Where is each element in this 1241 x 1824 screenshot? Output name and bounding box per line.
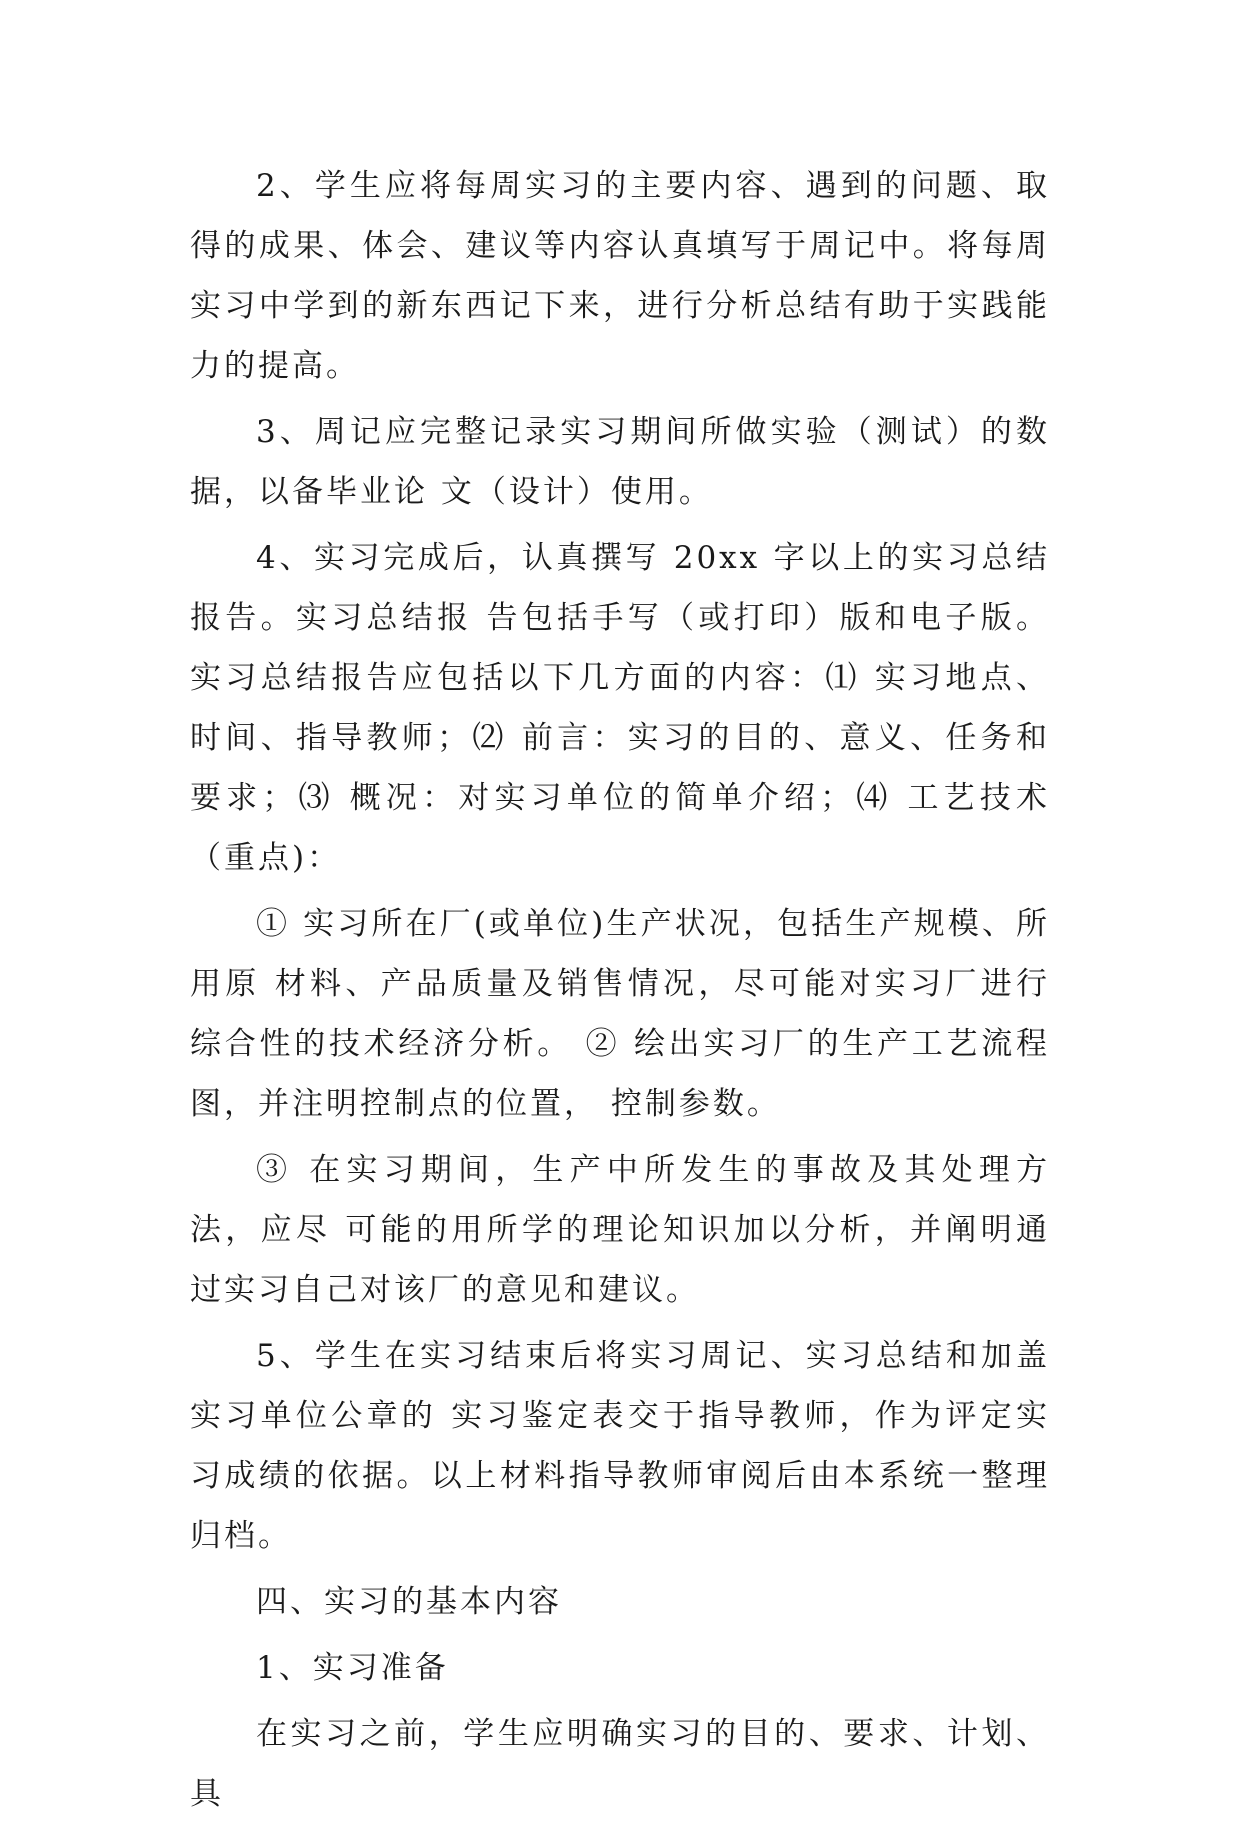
paragraph-preparation-intro: 在实习之前，学生应明确实习的目的、要求、计划、具 [190, 1716, 1050, 1812]
paragraph-weekly-journal-content: 2、学生应将每周实习的主要内容、遇到的问题、取得的成果、体会、建议等内容认真填写于周记中。将每周实习中学到的新东西记下来，进行分析总结有助于实践能力的提高。 [190, 168, 1050, 384]
paragraph-accidents-analysis: ③ 在实习期间，生产中所发生的事故及其处理方法，应尽 可能的用所学的理论知识加以分析，并阐明通过实习自己对该厂的意见和建议。 [190, 1152, 1050, 1308]
document-body [190, 156, 1050, 1824]
section-heading-basic-content: 四、实习的基本内容 [256, 1584, 562, 1620]
paragraph-journal-test-data: 3、周记应完整记录实习期间所做实验（测试）的数据，以备毕业论 文（设计）使用。 [190, 414, 1050, 510]
paragraph-summary-report: 4、实习完成后，认真撰写 20xx 字以上的实习总结报告。实习总结报 告包括手写（或打印）版和电子版。实习总结报告应包括以下几方面的内容：⑴ 实习地点、时间、指导教师；⑵ 前言：实习的目的、意义、任务和要求；⑶ 概况：对实习单位的简单介绍；⑷ 工艺技术（重点)： [190, 540, 1050, 876]
paragraph-submission-archive: 5、学生在实习结束后将实习周记、实习总结和加盖实习单位公章的 实习鉴定表交于指导教师，作为评定实习成绩的依据。以上材料指导教师审阅后由本系统一整理归档。 [190, 1338, 1050, 1554]
subsection-heading-preparation: 1、实习准备 [256, 1650, 449, 1686]
paragraph-production-status: ① 实习所在厂(或单位)生产状况，包括生产规模、所用原 材料、产品质量及销售情况，尽可能对实习厂进行综合性的技术经济分析。 ② 绘出实习厂的生产工艺流程图，并注明控制点的位置， 控制参数。 [190, 906, 1050, 1122]
